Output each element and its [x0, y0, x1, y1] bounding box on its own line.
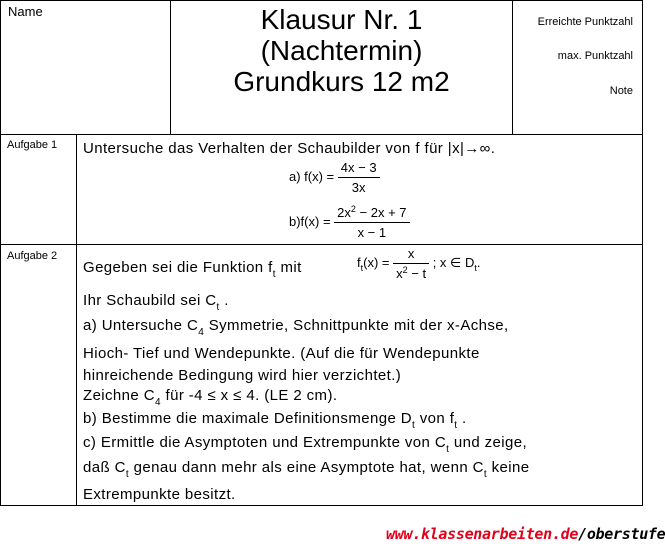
task2-l7-sub: t: [412, 420, 416, 431]
task1-a-denominator: 3x: [351, 180, 366, 195]
task1-label: Aufgabe 1: [7, 139, 58, 151]
task2-l7-mid: von f: [415, 410, 455, 427]
title-line-3: Grundkurs 12 m2: [233, 66, 450, 97]
task2-l9-text: daß C: [83, 459, 126, 476]
task2-line-5: hinreichende Bedingung wird hier verzichtet.): [83, 367, 402, 384]
source-link[interactable]: [386, 525, 665, 543]
footer-site[interactable]: www.klassenarbeiten.de: [386, 525, 579, 543]
task2-l1-text: Gegeben sei die Funktion f: [83, 259, 273, 276]
task2-l3-sub: 4: [198, 327, 205, 338]
border-bottom: [0, 505, 643, 506]
divider-label-column: [76, 134, 77, 506]
points-max-label: max. Punktzahl: [557, 50, 633, 62]
task2-domain-sub: t: [474, 262, 477, 273]
task2-line-8: [83, 434, 527, 454]
task2-label: Aufgabe 2: [7, 250, 58, 262]
task2-domain: ; x ∈ D: [429, 254, 475, 270]
task1-b-prefix: b)f(x) =: [289, 213, 331, 229]
title-line-1: Klausur Nr. 1: [260, 4, 423, 35]
task2-l8-sub: t: [446, 444, 450, 455]
task1-part-a: [289, 160, 380, 195]
task2-l9-end: keine: [487, 459, 530, 476]
task2-line-9: [83, 459, 530, 479]
task2-line-1: [83, 259, 302, 279]
task2-l8-rest: und zeige,: [449, 434, 528, 451]
title-line-2: (Nachtermin): [260, 35, 423, 66]
task1-b-fraction: [334, 205, 409, 240]
task1-b-num-rest: − 2x + 7: [355, 205, 407, 220]
task1-a-prefix: a) f(x) =: [289, 168, 335, 184]
task2-l6-sub: 4: [154, 397, 161, 408]
task1-a-numerator: 4x − 3: [338, 160, 380, 178]
task2-denominator: [393, 264, 429, 281]
task2-l3-text: a) Untersuche C: [83, 317, 199, 334]
task2-den-rest: − t: [407, 266, 427, 281]
task1-a-fraction: [338, 160, 380, 195]
grade-label: Note: [609, 85, 633, 97]
task2-fn-name: f: [357, 254, 361, 270]
task2-l6-rest: für -4 ≤ x ≤ 4. (LE 2 cm).: [160, 387, 338, 404]
border-top: [0, 0, 643, 1]
task2-den-term: x: [396, 266, 403, 281]
task2-l8-text: c) Ermittle die Asymptoten und Extrempunkte von C: [83, 434, 447, 451]
name-label: Name: [8, 4, 43, 19]
task2-fn-sub: t: [360, 262, 364, 273]
border-right: [642, 0, 643, 506]
task2-fn-arg: (x) =: [363, 254, 390, 270]
points-reached-label: Erreichte Punktzahl: [537, 16, 633, 28]
task2-l9-mid: genau dann mehr als eine Asymptote hat, wenn C: [129, 459, 484, 476]
task1-b-num-exponent: 2: [350, 204, 356, 214]
divider-task1: [0, 244, 643, 245]
task2-line-2: [83, 292, 229, 312]
divider-title-points: [512, 0, 513, 134]
task2-l2-text: Ihr Schaubild sei C: [83, 292, 217, 309]
task2-function-def: [357, 246, 481, 281]
task2-l1-mit: mit: [275, 259, 302, 276]
task2-l2-end: .: [219, 292, 229, 309]
task2-line-4: Hioch- Tief und Wendepunkte. (Auf die für Wendepunkte: [83, 345, 480, 362]
task2-l9-sub: t: [125, 469, 130, 480]
task2-l6-text: Zeichne C: [83, 387, 155, 404]
task2-l7-end: .: [457, 410, 467, 427]
footer-slash: /: [578, 525, 587, 543]
task2-l2-sub: t: [216, 302, 220, 313]
task1-b-num-term: 2x: [337, 205, 351, 220]
border-left: [0, 0, 1, 506]
task2-numerator: x: [393, 246, 429, 264]
task1-b-denominator: x − 1: [357, 225, 387, 240]
task2-line-6: [83, 387, 337, 407]
divider-header: [0, 134, 643, 135]
task2-line-3: [83, 317, 509, 337]
task2-l3-rest: Symmetrie, Schnittpunkte mit der x-Achse,: [204, 317, 509, 334]
task2-l7-text: b) Bestimme die maximale Definitionsmenge D: [83, 410, 412, 427]
exam-title: [171, 4, 512, 97]
task1-intro: Untersuche das Verhalten der Schaubilder von f für |x|→∞.: [83, 140, 496, 157]
task2-l1-sub: t: [272, 269, 276, 280]
task2-den-exponent: 2: [402, 265, 408, 275]
task2-l1-end: .: [476, 254, 481, 270]
task2-fraction: [393, 246, 429, 281]
task2-line-7: [83, 410, 467, 430]
task1-part-b: [289, 205, 410, 240]
footer-section[interactable]: oberstufe: [586, 525, 665, 543]
task2-l7-sub2: t: [454, 420, 458, 431]
task2-line-10: Extrempunkte besitzt.: [83, 486, 236, 503]
task2-l9-sub2: t: [483, 469, 488, 480]
task1-b-numerator: [334, 205, 409, 223]
